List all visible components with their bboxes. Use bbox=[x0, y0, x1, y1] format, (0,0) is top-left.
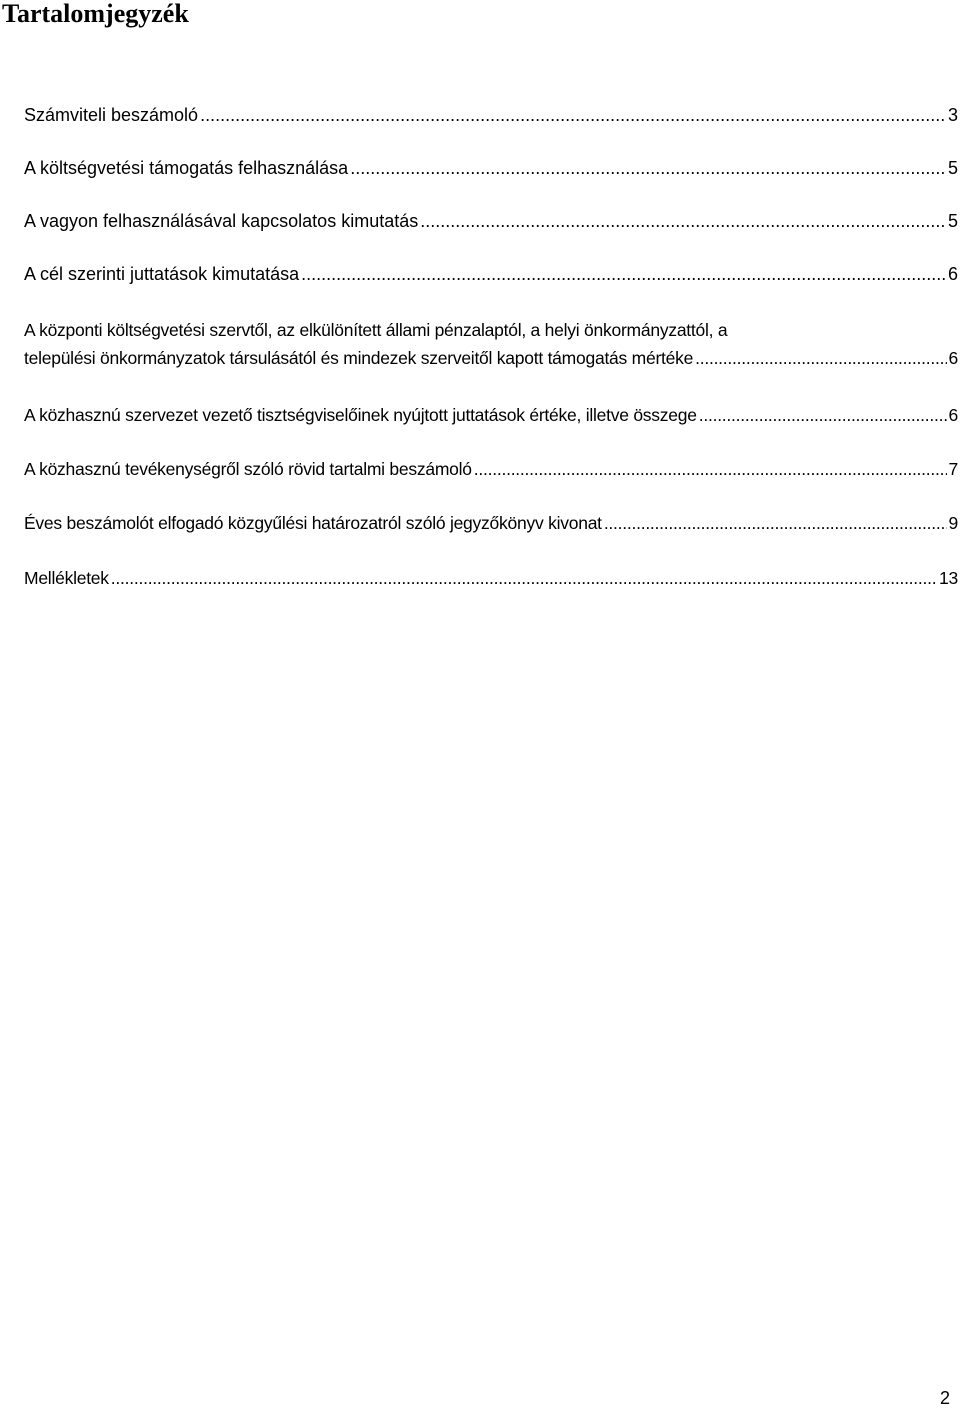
toc-entry-page: 6 bbox=[948, 405, 958, 425]
toc-entry-page: 5 bbox=[947, 158, 958, 178]
toc-entry[interactable] bbox=[24, 565, 958, 591]
toc-entry[interactable] bbox=[24, 208, 958, 234]
toc-entry[interactable] bbox=[24, 456, 958, 482]
toc-entry-page: 6 bbox=[947, 264, 958, 284]
toc-entry[interactable] bbox=[24, 510, 958, 536]
toc-entry-title: A cél szerinti juttatások kimutatása bbox=[24, 264, 300, 284]
toc-entry-title: Mellékletek bbox=[24, 568, 109, 588]
toc-dot-leader bbox=[699, 402, 947, 428]
toc-dot-leader bbox=[111, 565, 937, 591]
toc-entry-title: A közhasznú szervezet vezető tisztségviselőinek nyújtott juttatások értéke, illetve összege bbox=[24, 405, 697, 425]
toc-entry[interactable] bbox=[24, 317, 958, 371]
toc-entry-title: A közhasznú tevékenységről szóló rövid tartalmi beszámoló bbox=[24, 459, 472, 479]
toc-entry-page: 5 bbox=[947, 211, 958, 231]
toc-dot-leader bbox=[420, 208, 946, 234]
page-number: 2 bbox=[939, 1388, 950, 1408]
toc-dot-leader bbox=[695, 345, 946, 371]
toc-dot-leader bbox=[350, 155, 946, 181]
toc-entry[interactable] bbox=[24, 155, 958, 181]
page-title: Tartalomjegyzék bbox=[2, 0, 189, 28]
toc-entry-title: A vagyon felhasználásával kapcsolatos kimutatás bbox=[24, 211, 419, 231]
toc-entry-title-line2: települési önkormányzatok társulásától és mindezek szerveitől kapott támogatás mértéke bbox=[24, 348, 694, 368]
toc-entry[interactable] bbox=[24, 102, 958, 128]
toc-dot-leader bbox=[604, 510, 947, 536]
toc-entry-page: 3 bbox=[947, 105, 958, 125]
toc-entry-page: 13 bbox=[939, 568, 958, 588]
toc-entry[interactable] bbox=[24, 402, 958, 428]
toc-entry-page: 6 bbox=[948, 348, 958, 368]
toc-dot-leader bbox=[200, 102, 946, 128]
toc-entry-page: 7 bbox=[948, 459, 958, 479]
toc-entry-title: A költségvetési támogatás felhasználása bbox=[24, 158, 349, 178]
toc-entry-title-line1: A központi költségvetési szervtől, az elkülönített állami pénzalaptól, a helyi önkormányzattól, a bbox=[24, 320, 728, 340]
toc-dot-leader bbox=[301, 261, 946, 287]
toc-dot-leader bbox=[474, 456, 947, 482]
toc-entry-page: 9 bbox=[948, 513, 958, 533]
toc-entry-title: Számviteli beszámoló bbox=[24, 105, 199, 125]
toc-entry[interactable] bbox=[24, 261, 958, 287]
toc-entry-title: Éves beszámolót elfogadó közgyűlési határozatról szóló jegyzőkönyv kivonat bbox=[24, 513, 602, 533]
